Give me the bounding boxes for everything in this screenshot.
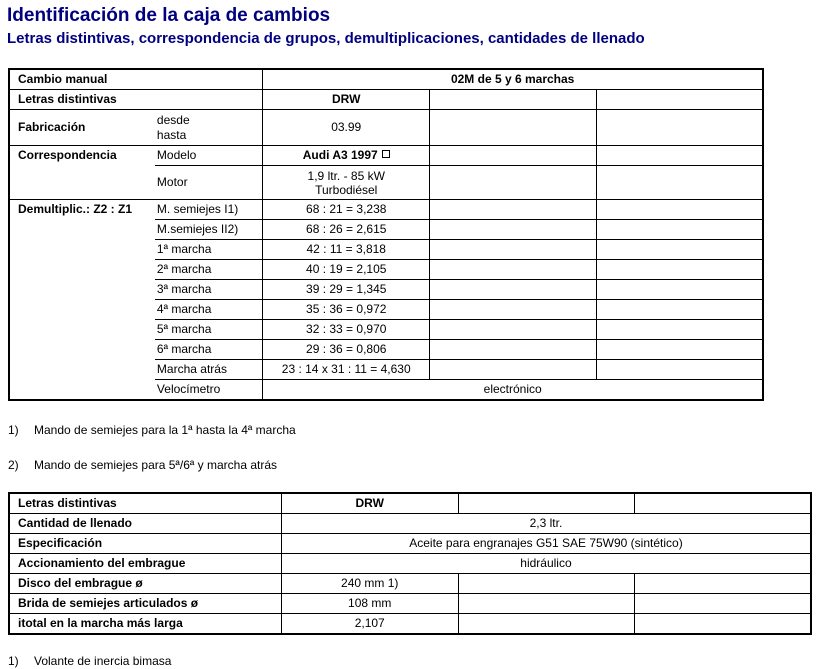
- velocimetro-value: electrónico: [263, 380, 763, 401]
- brida-label: Brida de semiejes articulados ø: [9, 594, 281, 614]
- page-title: Identificación de la caja de cambios: [7, 5, 331, 26]
- empty-cell: [596, 280, 763, 300]
- empty-cell: [596, 146, 763, 166]
- table-row: [9, 554, 811, 574]
- empty-cell: [596, 360, 763, 380]
- modelo-label: Modelo: [155, 146, 263, 166]
- especificacion-value: Aceite para engranajes G51 SAE 75W90 (sintético): [281, 534, 811, 554]
- footnote-number: 2): [8, 458, 19, 472]
- table-row: [9, 514, 811, 534]
- empty-cell: [596, 200, 763, 220]
- accionamiento-label: Accionamiento del embrague: [9, 554, 281, 574]
- demult-row-label: 1ª marcha: [155, 240, 263, 260]
- empty-cell: [596, 300, 763, 320]
- empty-cell: [458, 614, 634, 635]
- square-icon: [382, 150, 390, 158]
- empty-cell: [596, 260, 763, 280]
- empty-cell: [596, 110, 763, 146]
- demult-row-value: 35 : 36 = 0,972: [263, 300, 430, 320]
- cambio-label: Cambio manual: [9, 69, 263, 90]
- table-row: [9, 594, 811, 614]
- demult-row-label: 2ª marcha: [155, 260, 263, 280]
- empty-cell: [430, 200, 597, 220]
- demult-row-value: 68 : 26 = 2,615: [263, 220, 430, 240]
- table-row: [9, 574, 811, 594]
- empty-cell: [430, 280, 597, 300]
- velocimetro-label: Velocímetro: [155, 380, 263, 401]
- letras-label: Letras distintivas: [9, 493, 281, 514]
- correspondencia-label: Correspondencia: [9, 146, 155, 200]
- disco-value: 240 mm 1): [281, 574, 458, 594]
- footnote-number: 1): [8, 423, 19, 437]
- empty-cell: [596, 166, 763, 200]
- table-row: [9, 614, 811, 635]
- empty-cell: [634, 574, 811, 594]
- disco-label: Disco del embrague ø: [9, 574, 281, 594]
- fabricacion-value: 03.99: [263, 110, 430, 146]
- empty-cell: [634, 493, 811, 514]
- motor-line1: 1,9 ltr. - 85 kW: [307, 168, 385, 183]
- demult-row-value: 23 : 14 x 31 : 11 = 4,630: [263, 360, 430, 380]
- fabricacion-range-labels: [155, 110, 263, 146]
- motor-value: [263, 166, 430, 200]
- especificacion-label: Especificación: [9, 534, 281, 554]
- empty-cell: [430, 146, 597, 166]
- desde-label: desde: [156, 112, 190, 127]
- demult-row-value: 42 : 11 = 3,818: [263, 240, 430, 260]
- demult-label: Demultiplic.: Z2 : Z1: [9, 200, 155, 401]
- empty-cell: [430, 340, 597, 360]
- motor-label: Motor: [155, 166, 263, 200]
- itotal-value: 2,107: [281, 614, 458, 635]
- footnote-text: Volante de inercia bimasa: [34, 654, 172, 668]
- modelo-value: Audi A3 1997: [302, 148, 378, 162]
- empty-cell: [634, 614, 811, 635]
- empty-cell: [430, 220, 597, 240]
- letras-label: Letras distintivas: [9, 90, 263, 110]
- empty-cell: [430, 320, 597, 340]
- footnote: [8, 654, 171, 668]
- footnote: [8, 458, 277, 472]
- fabricacion-label: Fabricación: [9, 110, 155, 146]
- empty-cell: [430, 90, 597, 110]
- table-row: [9, 146, 763, 166]
- demult-row-label: M.semiejes II2): [155, 220, 263, 240]
- demult-row-label: M. semiejes I1): [155, 200, 263, 220]
- footnote: [8, 423, 296, 437]
- demult-row-value: 29 : 36 = 0,806: [263, 340, 430, 360]
- empty-cell: [596, 340, 763, 360]
- empty-cell: [596, 220, 763, 240]
- demult-row-label: 4ª marcha: [155, 300, 263, 320]
- demult-row-value: 40 : 19 = 2,105: [263, 260, 430, 280]
- footnote-text: Mando de semiejes para 5ª/6ª y marcha atrás: [34, 458, 277, 472]
- gearbox-table: [8, 68, 764, 401]
- empty-cell: [430, 300, 597, 320]
- footnote-text: Mando de semiejes para la 1ª hasta la 4ª marcha: [34, 423, 296, 437]
- empty-cell: [458, 574, 634, 594]
- letras-value: DRW: [263, 90, 430, 110]
- table-row: [9, 69, 763, 90]
- empty-cell: [430, 166, 597, 200]
- empty-cell: [430, 360, 597, 380]
- table-row: [9, 90, 763, 110]
- footnote-number: 1): [8, 654, 19, 668]
- empty-cell: [458, 594, 634, 614]
- empty-cell: [596, 240, 763, 260]
- demult-row-value: 39 : 29 = 1,345: [263, 280, 430, 300]
- demult-row-value: 68 : 21 = 3,238: [263, 200, 430, 220]
- itotal-label: itotal en la marcha más larga: [9, 614, 281, 635]
- demult-row-value: 32 : 33 = 0,970: [263, 320, 430, 340]
- empty-cell: [430, 240, 597, 260]
- empty-cell: [596, 320, 763, 340]
- demult-row-label: Marcha atrás: [155, 360, 263, 380]
- modelo-value-cell: [263, 146, 430, 166]
- demult-row-label: 3ª marcha: [155, 280, 263, 300]
- empty-cell: [430, 110, 597, 146]
- cambio-value: 02M de 5 y 6 marchas: [263, 69, 763, 90]
- table-row: [9, 534, 811, 554]
- table-row: [9, 493, 811, 514]
- empty-cell: [430, 260, 597, 280]
- accionamiento-value: hidráulico: [281, 554, 811, 574]
- cantidad-value: 2,3 ltr.: [281, 514, 811, 534]
- hasta-label: hasta: [156, 127, 187, 142]
- table-row: [9, 110, 763, 146]
- brida-value: 108 mm: [281, 594, 458, 614]
- cantidad-label: Cantidad de llenado: [9, 514, 281, 534]
- page-subtitle: Letras distintivas, correspondencia de grupos, demultiplicaciones, cantidades de llenado: [7, 30, 645, 47]
- empty-cell: [458, 493, 634, 514]
- letras-value: DRW: [281, 493, 458, 514]
- demult-row-label: 6ª marcha: [155, 340, 263, 360]
- demult-row-label: 5ª marcha: [155, 320, 263, 340]
- empty-cell: [634, 594, 811, 614]
- empty-cell: [596, 90, 763, 110]
- motor-line2: Turbodiésel: [315, 182, 378, 197]
- filling-table: [8, 492, 812, 635]
- table-row: [9, 200, 763, 220]
